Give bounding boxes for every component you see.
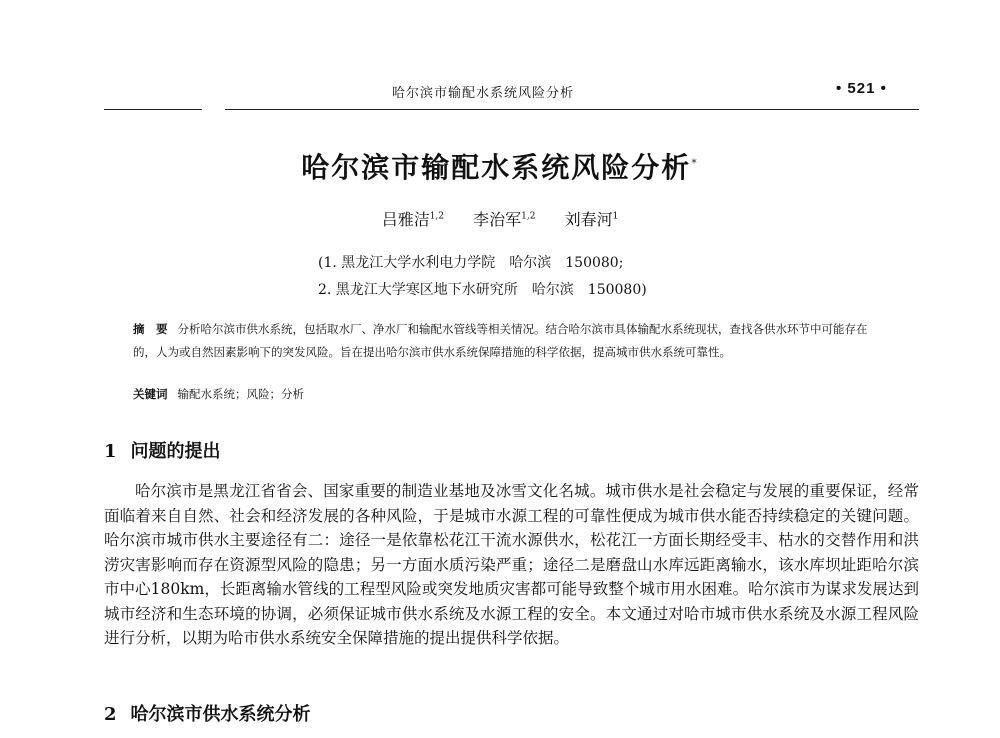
section-1-paragraph: 哈尔滨市是黑龙江省省会、国家重要的制造业基地及冰雪文化名城。城市供水是社会稳定与发展的重要保证，经常面临着来自自然、社会和经济发展的各种风险，于是城市水源工程的可靠性便成为城市供水能否持续稳定的关键问题。哈尔滨市城市供水主要途径有二：途径一是依靠松花江干流水源供水，松花江一方面长期经受丰、枯水的交替作用和洪涝灾害影响而存在资源型风险的隐患；另一方面水质污染严重；途径二是磨盘山水库远距离输水，该水库坝址距哈尔滨市中心180km，长距离输水管线的工程型风险或突发地质灾害都可能导致整个城市用水困难。哈尔滨市为谋求发展达到城市经济和生态环境的协调，必须保证城市供水系统及水源工程的安全。本文通过对哈市城市供水系统及水源工程风险进行分析，以期为哈市供水系统安全保障措施的提出提供科学依据。 — [104, 482, 919, 647]
author-affiliation-mark: 1,2 — [429, 211, 445, 222]
article-title-text: 哈尔滨市输配水系统风险分析 — [301, 151, 692, 184]
author-1 — [382, 210, 444, 229]
page-number: • 521 • — [836, 80, 887, 97]
author-list — [0, 207, 1000, 230]
author-3 — [565, 210, 619, 229]
abstract-text: 分析哈尔滨市供水系统，包括取水厂、净水厂和输配水管线等相关情况。结合哈尔滨市具体输配水系统现状，查找各供水环节中可能存在的，人为或自然因素影响下的突发风险。旨在提出哈尔滨市供水系统保障措施的科学依据，提高城市供水系统可靠性。 — [133, 322, 868, 359]
section-title: 问题的提出 — [130, 441, 221, 462]
affiliation-1: (1. 黑龙江大学水利电力学院 哈尔滨 150080; — [318, 255, 624, 271]
header-rule-left — [104, 109, 202, 110]
section-heading-2 — [104, 700, 311, 726]
keywords-label: 关键词 — [133, 387, 168, 401]
author-name: 刘春河 — [564, 210, 613, 229]
author-name: 李治军 — [473, 210, 522, 229]
title-footnote-mark: * — [691, 156, 699, 170]
author-2 — [473, 210, 535, 229]
author-affiliation-mark: 1,2 — [521, 211, 536, 222]
article-title — [0, 146, 1000, 186]
header-rule-right — [225, 109, 919, 110]
running-title: 哈尔滨市输配水系统风险分析 — [392, 86, 575, 101]
keywords-text: 输配水系统；风险；分析 — [177, 387, 304, 401]
section-title: 哈尔滨市供水系统分析 — [130, 704, 311, 725]
author-name: 吕雅洁 — [381, 210, 430, 229]
section-number: 1 — [104, 441, 117, 462]
abstract-label: 摘 要 — [133, 322, 168, 336]
section-number: 2 — [104, 704, 117, 725]
abstract — [133, 318, 878, 363]
affiliation-2: 2. 黑龙江大学寒区地下水研究所 哈尔滨 150080) — [318, 282, 647, 298]
author-affiliation-mark: 1 — [612, 211, 619, 222]
keywords — [133, 386, 304, 402]
section-heading-1 — [104, 437, 221, 463]
